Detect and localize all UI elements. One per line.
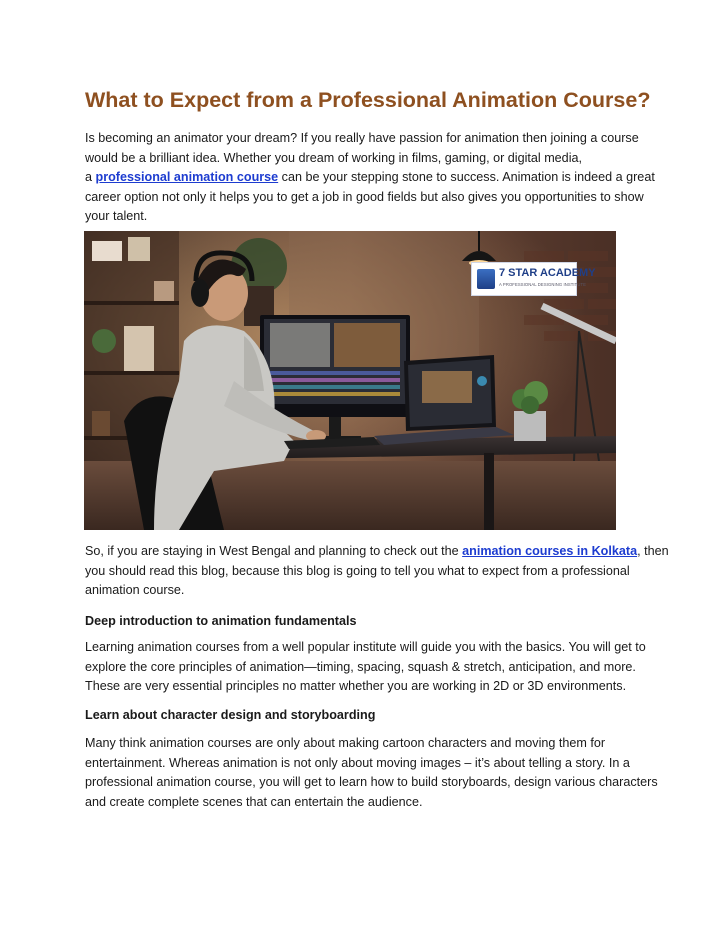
text-line: animation course.: [85, 583, 185, 597]
animation-courses-kolkata-link[interactable]: animation courses in Kolkata: [462, 544, 638, 558]
section-heading: Deep introduction to animation fundamentals: [85, 614, 357, 628]
hero-photo: [84, 231, 616, 530]
text-line: explore the core principles of animation—timing, spacing, squash & stretch, anticipation, and more.: [85, 659, 636, 674]
star-logo-icon: [477, 269, 495, 289]
text-line: These are very essential principles no matter whether you are working in 2D or 3D environments.: [85, 679, 627, 693]
section-paragraph: [85, 734, 658, 812]
intro-paragraph: [85, 129, 655, 227]
text-segment: , then: [637, 544, 669, 558]
text-segment: a: [85, 170, 96, 184]
text-line: career option not only it helps you to get a job in good fields but also gives you opportunities to show: [85, 189, 644, 204]
professional-animation-course-link[interactable]: professional animation course: [95, 170, 279, 184]
text-line: [85, 542, 669, 562]
text-segment: can be your stepping stone to success. Animation is indeed a great: [278, 170, 655, 184]
text-line: and create complete scenes that can entertain the audience.: [85, 794, 423, 809]
text-segment: So, if you are staying in West Bengal and planning to check out the: [85, 544, 463, 558]
logo-tagline: A PROFESSIONAL DESIGNING INSTITUTE: [499, 282, 587, 287]
academy-logo: [471, 262, 596, 296]
page-title: What to Expect from a Professional Animation Course?: [85, 88, 651, 112]
text-line: professional animation course, you will get to learn how to build storyboards, design various characters: [85, 775, 658, 789]
logo-name: 7 STAR ACADEMY: [499, 267, 596, 279]
section-paragraph: [85, 638, 645, 697]
text-line: Many think animation courses are only about making cartoon characters and moving them for: [85, 736, 606, 750]
text-line: [85, 168, 655, 188]
after-image-paragraph: [85, 542, 669, 601]
text-line: you should read this blog, because this blog is going to tell you what to expect from a professional: [85, 563, 630, 578]
text-line: would be a brilliant idea. Whether you dream of working in films, gaming, or digital media,: [85, 150, 582, 165]
text-line: your talent.: [85, 209, 148, 223]
text-line: Learning animation courses from a well popular institute will guide you with the basics. You will get to: [85, 640, 646, 654]
text-line: Is becoming an animator your dream? If you really have passion for animation then joining a course: [85, 131, 639, 145]
text-line: entertainment. Whereas animation is not only about moving images – it’s about telling a story. In a: [85, 755, 630, 770]
section-heading: Learn about character design and storyboarding: [85, 708, 376, 722]
